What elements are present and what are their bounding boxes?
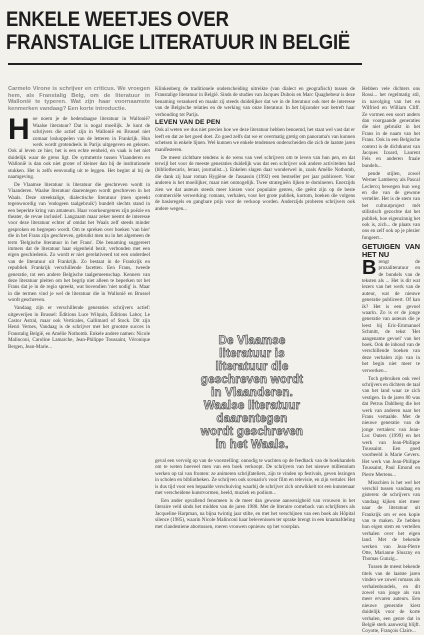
column-2: [155, 86, 355, 320]
title-line-1: ENKELE WEETJES OVER: [6, 7, 229, 31]
pull-quote: De Vlaamse literatuur is literatuur die geschreven wordt in Vlaanderen. Waalse literatuur daarentegen wordt geschreven in het Waals.: [200, 334, 304, 451]
drop-cap-b: B: [362, 256, 377, 279]
column-1: [8, 86, 150, 598]
body-paragraph: De Vlaamse literatuur is literatuur die geschreven wordt in Vlaanderen. Waalse literatuur daarentegen wordt geschreven in het Waals. Deze streektalige, dialectische literatuur (men spreekt tegenwoordig van 'endogeen taalgebruik') bundelt slechts stand in een beperkte kring van amateurs. Haar voorkeurgenres zijn poëzie en theater, de revue inclusief. Langzaam maar zeker neemt de interesse voor deze literatuur echter af omdat het Waals zelf steeds minder gesproken en begrepen wordt. Om te spreken over boeken 'van hier' die in het Frans zijn geschreven, gebruikt men nu in het algemeen de term 'Belgische literatuur in het Frans'. Die benaming suggereert immers dat de literatuur haar eigenheid bezit, verbonden met een eigen geschiedenis. Zo wordt er niet gerelativeerd tot een onderdeel van de literatuur uit Frankrijk. Zo bestaat in de Frankrijk en republiek Frankrijk verschillende facetten. Een Frans, tweede generatie, tot een andere Belgische taalgemeenschap. Kenners van deze literatuur pleiten om het begrip niet alleen te beperken tot het Frans dat je in de regio spreekt, wat bovendien 'niet nodig' is. Maar in die termen vind je wel de literatuur die in Wallonië en Brussel wordt geschreven.: [8, 181, 150, 304]
column-3: [362, 86, 420, 635]
subheading-getuigen-van-het-nu: GETUIGEN VAN HET NU: [362, 241, 420, 259]
article-title: [6, 8, 360, 54]
title-rule: [8, 63, 362, 65]
drop-cap: H: [8, 113, 30, 147]
body-paragraph: De meest zichtbare tendens is de wens van veel schrijvers om te leven van hun pen, en dat terwijl het voor de meeste generaties duidelijk was dat een schrijver ook andere activiteiten had (bibliothecaris, leraar, journalist...). Enkelen slagen daar wonderwel in, zoals Amélie Nothomb, die dank zij haar roman Hygiëne de l'assassin (1992) een bestseller per jaar publiceert. Voor anderen is het moeilijker, maar niet onmogelijk. Twee strategieën lijken te domineren. Enerzijds zien we dat auteurs steeds meer kiezen voor populaire genres, die geënt zijn op de beste commerciële verwerking: romans, verhalen, voor het grote publiek, kortom, boeken die volgens de basisregels en gangbare prijs voor de verkoop worden. Anderzijds proberen schrijvers ook andere wegen...: [155, 154, 355, 212]
lead-paragraph: Carmelo Virone is schrijver en criticus. We vroegen hem, als Franstalig Belg, om de literatuur in Wallonië te typeren. Wat zijn haar voornaamste kenmerken vandaag? Een korte introductie.: [8, 86, 150, 112]
body-paragraph: Tussen de meest bekende titels van de laatste jaren vinden we zowel romans als verhalenbundels, en dit zowel van jonge als van meer ervaren auteurs. Een nieuwe generatie kiest duidelijk voor de korte verhalen, een genre dat in België sterk aanwezig blijft. Coyotte, François Claire...: [362, 564, 420, 635]
body-paragraph: H oe noem je de hedendaagse literatuur in Wallonië? Waalse literatuur? Dat is nogal moeilijk. Je kunt de schrijvers die actief zijn in Wallonië en Brussel niet zomaar loskoppelen van de letteren in Frankrijk. Hun werk wordt grotendeels in Parijs uitgegeven en gelezen. Ook al leven ze hier, het is een echte eenheid, en vaak is het niet duidelijk waar de grens ligt. De symmetrie tussen Vlaanderen en Wallonië is dan ook niet groter of kleiner dan bij de institutionele stukken. Het is zelfs eenvoudig uit te leggen. Het begint al bij de naamgeving.: [8, 113, 150, 181]
body-paragraph: pende stijlen, zowel Werner Lambersy als Pascal Leclercq bewegen hun weg en die van de gewone verteller. Het is de stem van het cultuurproject mét stilistisch gezochte dat het publiek, hoe eigenzinnig het ook is, zich... de plaats van ons en zelf ook op je plezier fungeert...: [362, 170, 420, 241]
column-2-bottom: [155, 458, 355, 598]
body-paragraph: Vandaag zijn er verschillende generaties schrijvers actief: uitgeverijen in Brussel: Éditions Luce Wilquin, Éditions Labor, Le Castor Astral, maar ook Verticales, Gallimard of Stock. Dit zijn Henri Vernes, Vandaag is de schrijver met het grootste succes in Franstalig België, en Amélie Nothomb. Enkele andere namen: Nicole Malinconi, Caroline Lamarche, Jean-Philippe Toussaint, Véronique Bergen, Jean-Marie...: [8, 305, 150, 350]
body-paragraph: Een ander opvallend fenomeen is de meer dan gewone aanwezigheid van vrouwen in het literaire veld sinds het midden van de jaren 1980. Met de literaire comeback van schrijfsters als Jacqueline Harpman, na bijna twintig jaar stilte, en met het verschijnen van een boek als Hôpital silence (1985), waarin Nicole Malinconi haar belevenissen ter sprake brengt in een kraamafdeling met clandestiene abortussen, roeren vrouwen opnieuw op het voorplan.: [155, 497, 355, 530]
body-paragraph: Klinkenberg de traditionele onderscheiding uitreikte (van dialect en geografisch) tussen de Franstalige literatuur in België. Sinds de studies van Jacques Dubois en Marc Quaghebeur is deze benaming verankerd en maakt zij steeds duidelijker dat we in de literatuur ook met de interesse van de Belgische relaties en de werking van onze literatuur. In het bijzonder wat betreft haar verhouding tot Parijs.: [155, 86, 355, 118]
title-line-2: FRANSTALIGE LITERATUUR IN BELGIË: [6, 30, 351, 54]
body-paragraph: Hebben vele dichters ons Rossi... het regelmatig stil, in navolging van het en Wilfried en William Cliff. Ze vormen een soort anders dan voorgaande generaties die niet gebruikt in het Frans in de naam van het Frans. Ook in een Belgische context is de dichtkunst van Jacques Izoard, Laurent Fels en anderen fraaie bundels...: [362, 86, 420, 169]
body-paragraph: Ook al weten we dus niet precies hoe we deze literatuur hebben benoemd, het staat wel vast dat er leeft en dat ze het goed doet. Zo goed zelfs dat we er overmatig gretig om panorama's van kunnen schetsen in enkele lijnen. Wel kunnen we enkele tendensen onderscheiden die zich de laatste jaren manifesteren.: [155, 127, 355, 153]
body-paragraph: Toch gebruiken ook veel schrijvers en dichters de taal van het land waar ze zich vestigen. In de jaren 80 was dat Petrus Dahlberg die het werk van anderen naar het Frans vertaalde. Met de nieuwe generatie van de jonge vertalers: van Jean-Luc Outers (1999) en het werk van Jean-Philippe Toussaint. Een goed voorbeeld is Marie Gevers. Het werk van Jean-Philippe Toussaint, Paul Emond en Pierre Mertens...: [362, 375, 420, 478]
body-paragraph: Misschien is het wel het verschil tussen vandaag en gisteren: de schrijvers van vandaag kijken niet meer naar de literatuur uit Frankrijk om er een kopie van te maken. Ze hebben hun eigen stem en vertellen verhalen over het eigen land. Met de bekende werken van Jean-Pierre Otte, Marianne Sluszny en Thomas Gunzig...: [362, 479, 420, 563]
body-paragraph: geval een vervolg op van de voorstelling: onnodig te wachten op de feedback van de boekhandels om te weten hoeveel men van een boek verkoopt. De schrijvers van het nieuwe millennium werken op tal van fronten: ze animeren schrijfateliers, zijn te vinden op festivals, geven lezingen in scholen en bibliotheken. Ze schrijven ook scenario's voor film en televisie, en zijn vertaler. Het is dus tijd voor een bepaalde verschuiving waarbij de schrijver zich ontwikkelt tot een kunstenaar met verscheidene kunstvormen, beeld, muziek en podium...: [155, 458, 355, 497]
body-paragraph: B rengt de prozaliteratuur en de bundels van de teksten als ... Het is dit wat lezers van het werk van de auteur, wat de nieuwe generatie publiceert. Of kan ik? Het is een gevoel waarin. Zo is er de jonge generatie van auteurs die je leest bij Eric-Emmanuel Schmitt, de tekst 'Het aangename gevoel' van het boek. Ook de inhoud van de verschillende boeken van deze verhalen zijn van in het begin niet meer te verwerken...: [362, 256, 420, 374]
subheading-leven-van-de-pen: LEVEN VAN DE PEN: [155, 119, 221, 127]
